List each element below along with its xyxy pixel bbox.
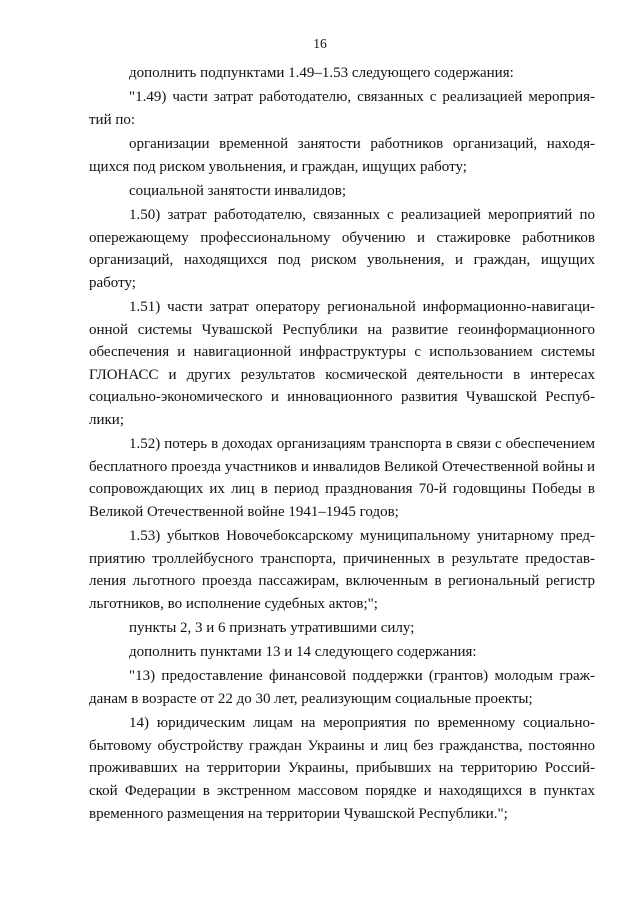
paragraph-1-52: 1.52) потерь в доходах организациям транспорта в связи с обеспечением бесплатного проезда участников и инвалидов Великой Отечественной войны и сопровождающих их лиц в период празднования 70-й годовщины Победы в Великой Отечественной войне 1941–1945 годов; (89, 436, 595, 520)
paragraph-1-49: "1.49) части затрат работодателю, связанных с реализацией мероприя-тий по: (89, 89, 595, 128)
paragraph-repeal-points: пункты 2, 3 и 6 признать утратившими силу; (129, 620, 415, 636)
document-body (89, 62, 595, 827)
paragraph-temporary-employment: организации временной занятости работников организаций, находя-щихся под риском увольнения, и граждан, ищущих работу; (89, 135, 595, 175)
paragraph-amend-intro: дополнить подпунктами 1.49–1.53 следующего содержания: (129, 65, 514, 81)
paragraph-1-50: 1.50) затрат работодателю, связанных с реализацией мероприятий по опережающему профессиональному обучению и стажировке работников организаций, находящихся под риском увольнения, и граждан, ищущих работу; (89, 206, 595, 291)
page-number: 16 (313, 36, 327, 51)
paragraph-amend-points-13-14: дополнить пунктами 13 и 14 следующего содержания: (129, 644, 477, 661)
paragraph-point-14: 14) юридическим лицам на мероприятия по временному социально-бытовому обустройству граждан Украины и лиц без гражданства, постоянно проживавших на территории Украины, прибывших на территорию Россий-ской Федерации в экстренном массовом порядке и находящихся в пунктах временного размещения на территории Чувашской Республики."; (89, 715, 595, 822)
paragraph-point-13: "13) предоставление финансовой поддержки (грантов) молодым граж-данам в возрасте от 22 до 30 лет, реализующим социальные проекты; (89, 668, 595, 707)
paragraph-social-employment: социальной занятости инвалидов; (129, 182, 346, 199)
paragraph-1-51: 1.51) части затрат оператору региональной информационно-навигаци-онной системы Чувашской Республики на развитие геоинформационного обеспечения и навигационной инфраструктуры с использованием системы ГЛОНАСС и других результатов космической деятельности в интересах социально-экономического и инновационного развития Чувашской Респуб-лики; (89, 298, 595, 428)
paragraph-1-53: 1.53) убытков Новочебоксарскому муниципальному унитарному пред-приятию троллейбусного транспорта, причиненных в результате предостав-ления льготного проезда пассажирам, включенным в региональный регистр льготников, во исполнение судебных актов;"; (89, 528, 595, 612)
